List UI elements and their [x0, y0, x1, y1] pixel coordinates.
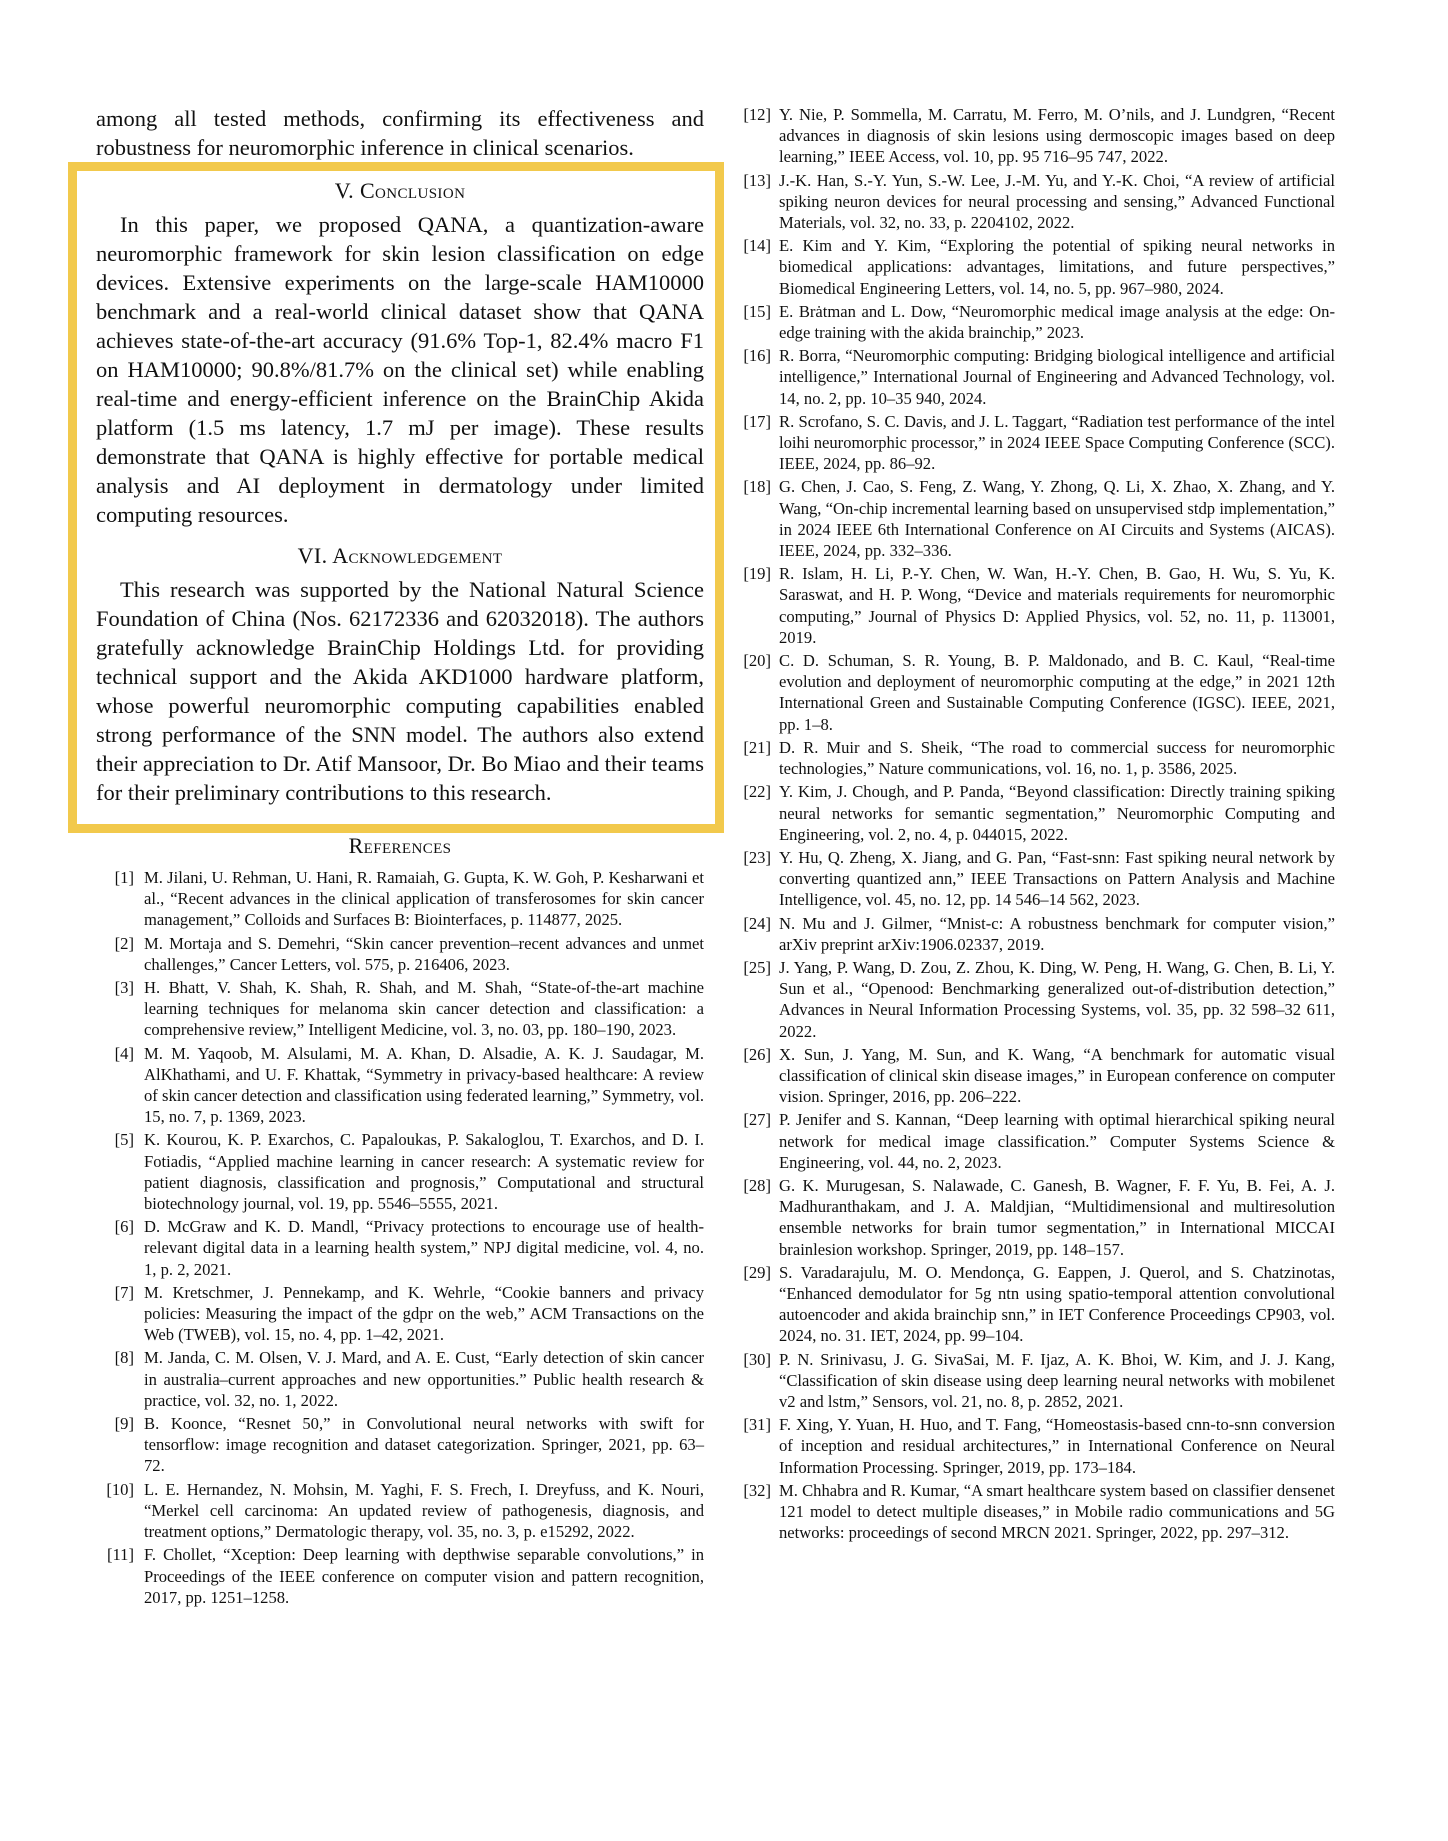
references-heading: References — [348, 833, 452, 858]
acknowledgement-heading: VI. Acknowledgement — [297, 543, 503, 568]
reference-number: [28] — [743, 1175, 771, 1195]
reference-text: R. Islam, H. Li, P.-Y. Chen, W. Wan, H.-Y. Chen, B. Gao, H. Wu, S. Yu, K. Saraswat, and H. P. Wong, “Device and materials requirements for neuromorphic computing,” Journal of Physics D: Applied Physics, vol. 52, no. 11, p. 113001, 2019. — [779, 564, 1335, 647]
reference-number: [25] — [743, 957, 771, 977]
reference-item — [96, 1282, 704, 1346]
reference-text: M. Janda, C. M. Olsen, V. J. Mard, and A. E. Cust, “Early detection of skin cancer in australia–current approaches and new opportunities.” Public health research & practice, vol. 32, no. 1, 2022. — [144, 1348, 704, 1410]
reference-number: [15] — [743, 301, 771, 321]
reference-text: M. Mortaja and S. Demehri, “Skin cancer prevention–recent advances and unmet challenges,” Cancer Letters, vol. 575, p. 216406, 2023. — [144, 933, 704, 974]
reference-text: X. Sun, J. Yang, M. Sun, and K. Wang, “A benchmark for automatic visual classification of clinical skin disease images,” in European conference on computer vision. Springer, 2016, pp. 206–222. — [779, 1044, 1335, 1107]
reference-item — [731, 1262, 1335, 1347]
reference-number: [4] — [114, 1043, 134, 1063]
reference-item — [731, 781, 1335, 845]
reference-number: [23] — [743, 847, 771, 867]
reference-list-right — [731, 104, 1335, 1543]
left-column — [96, 104, 704, 1610]
reference-text: R. Scrofano, S. C. Davis, and J. L. Taggart, “Radiation test performance of the intel loihi neuromorphic processor,” in 2024 IEEE Space Computing Conference (SCC). IEEE, 2024, pp. 86–92. — [779, 411, 1335, 474]
reference-number: [1] — [114, 868, 134, 887]
reference-number: [3] — [114, 978, 134, 998]
reference-number: [18] — [743, 477, 771, 497]
reference-number: [8] — [114, 1348, 134, 1368]
reference-number: [12] — [743, 105, 771, 124]
reference-text: P. N. Srinivasu, J. G. SivaSai, M. F. Ijaz, A. K. Bhoi, W. Kim, and J. J. Kang, “Classification of skin disease using deep learning neural networks with mobilenet v2 and lstm,” Sensors, vol. 21, no. 8, p. 2852, 2021. — [779, 1349, 1335, 1411]
reference-text: E. Brȧtman and L. Dow, “Neuromorphic medical image analysis at the edge: On-edge training with the akida brainchip,” 2023. — [779, 301, 1335, 343]
reference-item — [96, 1479, 704, 1543]
reference-text: D. R. Muir and S. Sheik, “The road to commercial success for neuromorphic technologies,” Nature communications, vol. 16, no. 1, p. 3586, 2025. — [779, 737, 1335, 779]
reference-number: [19] — [743, 564, 771, 584]
reference-number: [7] — [114, 1282, 134, 1302]
reference-number: [29] — [743, 1262, 771, 1282]
reference-item — [731, 737, 1335, 779]
reference-item — [731, 411, 1335, 475]
acknowledgement-paragraph: This research was supported by the National Natural Science Foundation of China (Nos. 62172336 and 62032018). The authors gratefully acknowledge BrainChip Holdings Ltd. for providing technical support and the Akida AKD1000 hardware platform, whose powerful neuromorphic computing capabilities enabled strong performance of the SNN model. The authors also extend their appreciation to Dr. Atif Mansoor, Dr. Bo Miao and their teams for their preliminary contributions to this research. — [96, 577, 704, 805]
reference-item — [96, 1043, 704, 1128]
reference-item — [96, 1544, 704, 1608]
reference-number: [21] — [743, 737, 771, 757]
reference-text: M. Jilani, U. Rehman, U. Hani, R. Ramaiah, G. Gupta, K. W. Goh, P. Kesharwani et al., “Recent advances in the clinical application of transferosomes for skin cancer management,” Colloids and Surfaces B: Biointerfaces, p. 114877, 2025. — [144, 868, 704, 930]
intro-paragraph: among all tested methods, confirming its effectiveness and robustness for neuromorphic inference in clinical scenarios. — [96, 106, 704, 160]
reference-item — [731, 235, 1335, 299]
reference-item — [96, 977, 704, 1041]
reference-text: B. Koonce, “Resnet 50,” in Convolutional neural networks with swift for tensorflow: image recognition and dataset categorization. Springer, 2021, pp. 63–72. — [144, 1414, 704, 1476]
reference-item — [731, 1414, 1335, 1478]
reference-text: C. D. Schuman, S. R. Young, B. P. Maldonado, and B. C. Kaul, “Real-time evolution and deployment of neuromorphic computing at the edge,” in 2021 12th International Green and Sustainable Computing Conference (IGSC). IEEE, 2021, pp. 1–8. — [779, 651, 1335, 734]
reference-item — [96, 933, 704, 975]
reference-item — [96, 867, 704, 931]
reference-number: [9] — [114, 1414, 134, 1434]
reference-item — [731, 1175, 1335, 1260]
reference-text: L. E. Hernandez, N. Mohsin, M. Yaghi, F. S. Frech, I. Dreyfuss, and K. Nouri, “Merkel cell carcinoma: An updated review of pathogenesis, diagnosis, and treatment options,” Dermatologic therapy, vol. 35, no. 3, p. e15292, 2022. — [144, 1479, 704, 1542]
reference-number: [16] — [743, 346, 771, 366]
reference-text: E. Kim and Y. Kim, “Exploring the potential of spiking neural networks in biomedical applications: advantages, limitations, and future perspectives,” Biomedical Engineering Letters, vol. 14, no. 5, pp. 967–980, 2024. — [779, 236, 1335, 298]
reference-item — [731, 913, 1335, 955]
reference-number: [2] — [114, 933, 134, 953]
reference-number: [6] — [114, 1217, 134, 1237]
reference-number: [30] — [743, 1349, 771, 1369]
reference-number: [11] — [106, 1545, 134, 1565]
reference-text: F. Chollet, “Xception: Deep learning with depthwise separable convolutions,” in Proceedings of the IEEE conference on computer vision and pattern recognition, 2017, pp. 1251–1258. — [144, 1545, 704, 1607]
reference-number: [26] — [743, 1044, 771, 1064]
reference-item — [731, 170, 1335, 234]
right-column — [731, 104, 1335, 1545]
reference-item — [731, 563, 1335, 648]
conclusion-paragraph: In this paper, we proposed QANA, a quantization-aware neuromorphic framework for skin lesion classification on edge devices. Extensive experiments on the large-scale HAM10000 benchmark and a real-world clinical dataset show that QANA achieves state-of-the-art accuracy (91.6% Top-1, 82.4% macro F1 on HAM10000; 90.8%/81.7% on the clinical set) while enabling real-time and energy-efficient inference on the BrainChip Akida platform (1.5 ms latency, 1.7 mJ per image). These results demonstrate that QANA is highly effective for portable medical analysis and AI deployment in dermatology under limited computing resources. — [96, 212, 704, 527]
reference-item — [731, 1480, 1335, 1544]
conclusion-heading: V. Conclusion — [334, 178, 466, 203]
reference-list-left — [96, 867, 704, 1608]
reference-item — [731, 1109, 1335, 1173]
reference-number: [22] — [743, 782, 771, 802]
reference-text: G. K. Murugesan, S. Nalawade, C. Ganesh, B. Wagner, F. F. Yu, B. Fei, A. J. Madhuranthakam, and J. A. Maldjian, “Multidimensional and multiresolution ensemble networks for brain tumor segmentation,” in International MICCAI brainlesion workshop. Springer, 2019, pp. 148–157. — [779, 1175, 1335, 1259]
reference-item — [731, 1349, 1335, 1413]
reference-item — [731, 847, 1335, 911]
reference-item — [731, 650, 1335, 735]
reference-number: [13] — [743, 170, 771, 190]
reference-number: [20] — [743, 651, 771, 671]
reference-text: M. Chhabra and R. Kumar, “A smart healthcare system based on classifier densenet 121 model to detect multiple diseases,” in Mobile radio communications and 5G networks: proceedings of second MRCN 2021. Springer, 2022, pp. 297–312. — [779, 1480, 1335, 1543]
reference-item — [731, 301, 1335, 343]
reference-text: Y. Hu, Q. Zheng, X. Jiang, and G. Pan, “Fast-snn: Fast spiking neural network by converting quantized ann,” IEEE Transactions on Pattern Analysis and Machine Intelligence, vol. 45, no. 12, pp. 14 546–14 562, 2023. — [779, 847, 1335, 910]
reference-text: S. Varadarajulu, M. O. Mendonça, G. Eappen, J. Querol, and S. Chatzinotas, “Enhanced demodulator for 5g ntn using spatio-temporal attention convolutional autoencoder and akida brainchip snn,” in IET Conference Proceedings CP903, vol. 2024, no. 31. IET, 2024, pp. 99–104. — [779, 1262, 1335, 1346]
reference-number: [17] — [743, 411, 771, 431]
reference-number: [14] — [743, 236, 771, 256]
reference-item — [96, 1129, 704, 1214]
reference-text: G. Chen, J. Cao, S. Feng, Z. Wang, Y. Zhong, Q. Li, X. Zhao, X. Zhang, and Y. Wang, “On-chip incremental learning based on unsupervised stdp implementation,” in 2024 IEEE 6th International Conference on AI Circuits and Systems (AICAS). IEEE, 2024, pp. 332–336. — [779, 477, 1335, 561]
reference-text: J.-K. Han, S.-Y. Yun, S.-W. Lee, J.-M. Yu, and Y.-K. Choi, “A review of artificial spiking neuron devices for neural processing and sensing,” Advanced Functional Materials, vol. 32, no. 33, p. 2204102, 2022. — [779, 170, 1335, 233]
reference-text: F. Xing, Y. Yuan, H. Huo, and T. Fang, “Homeostasis-based cnn-to-snn conversion of inception and residual architectures,” in International Conference on Neural Information Processing. Springer, 2019, pp. 173–184. — [779, 1415, 1335, 1477]
reference-text: K. Kourou, K. P. Exarchos, C. Papaloukas, P. Sakaloglou, T. Exarchos, and D. I. Fotiadis, “Applied machine learning in cancer research: A systematic review for patient diagnosis, classification and prognosis,” Computational and structural biotechnology journal, vol. 19, pp. 5546–5555, 2021. — [144, 1130, 704, 1214]
reference-text: R. Borra, “Neuromorphic computing: Bridging biological intelligence and artificial intelligence,” International Journal of Engineering and Advanced Technology, vol. 14, no. 2, pp. 10–35 940, 2024. — [779, 346, 1335, 408]
reference-text: H. Bhatt, V. Shah, K. Shah, R. Shah, and M. Shah, “State-of-the-art machine learning techniques for melanoma skin cancer detection and classification: a comprehensive review,” Intelligent Medicine, vol. 3, no. 03, pp. 180–190, 2023. — [144, 978, 704, 1040]
reference-number: [31] — [743, 1415, 771, 1435]
reference-item — [731, 345, 1335, 409]
reference-text: M. M. Yaqoob, M. Alsulami, M. A. Khan, D. Alsadie, A. K. J. Saudagar, M. AlKhathami, and U. F. Khattak, “Symmetry in privacy-based healthcare: A review of skin cancer detection and classification using federated learning,” Symmetry, vol. 15, no. 7, p. 1369, 2023. — [144, 1043, 704, 1127]
reference-number: [24] — [743, 913, 771, 933]
reference-item — [96, 1413, 704, 1477]
reference-number: [10] — [106, 1479, 134, 1499]
reference-text: D. McGraw and K. D. Mandl, “Privacy protections to encourage use of health-relevant digital data in a learning health system,” NPJ digital medicine, vol. 4, no. 1, p. 2, 2021. — [144, 1217, 704, 1279]
reference-item — [731, 1044, 1335, 1108]
reference-text: P. Jenifer and S. Kannan, “Deep learning with optimal hierarchical spiking neural network for medical image classification.” Computer Systems Science & Engineering, vol. 44, no. 2, 2023. — [779, 1110, 1335, 1172]
reference-number: [32] — [743, 1480, 771, 1500]
reference-item — [731, 957, 1335, 1042]
reference-item — [731, 476, 1335, 561]
reference-text: Y. Nie, P. Sommella, M. Carratu, M. Ferro, M. O’nils, and J. Lundgren, “Recent advances in diagnosis of skin lesions using dermoscopic images based on deep learning,” IEEE Access, vol. 10, pp. 95 716–95 747, 2022. — [779, 105, 1335, 167]
reference-number: [5] — [114, 1130, 134, 1150]
reference-number: [27] — [743, 1110, 771, 1130]
reference-text: Y. Kim, J. Chough, and P. Panda, “Beyond classification: Directly training spiking neural networks for semantic segmentation,” Neuromorphic Computing and Engineering, vol. 2, no. 4, p. 044015, 2022. — [779, 782, 1335, 844]
reference-text: J. Yang, P. Wang, D. Zou, Z. Zhou, K. Ding, W. Peng, H. Wang, G. Chen, B. Li, Y. Sun et al., “Openood: Benchmarking generalized out-of-distribution detection,” Advances in Neural Information Processing Systems, vol. 35, pp. 32 598–32 611, 2022. — [779, 957, 1335, 1041]
reference-text: M. Kretschmer, J. Pennekamp, and K. Wehrle, “Cookie banners and privacy policies: Measuring the impact of the gdpr on the web,” ACM Transactions on the Web (TWEB), vol. 15, no. 4, pp. 1–42, 2021. — [144, 1282, 704, 1345]
reference-item — [96, 1347, 704, 1411]
reference-text: N. Mu and J. Gilmer, “Mnist-c: A robustness benchmark for computer vision,” arXiv preprint arXiv:1906.02337, 2019. — [779, 913, 1335, 954]
reference-item — [96, 1216, 704, 1280]
reference-item — [731, 104, 1335, 168]
